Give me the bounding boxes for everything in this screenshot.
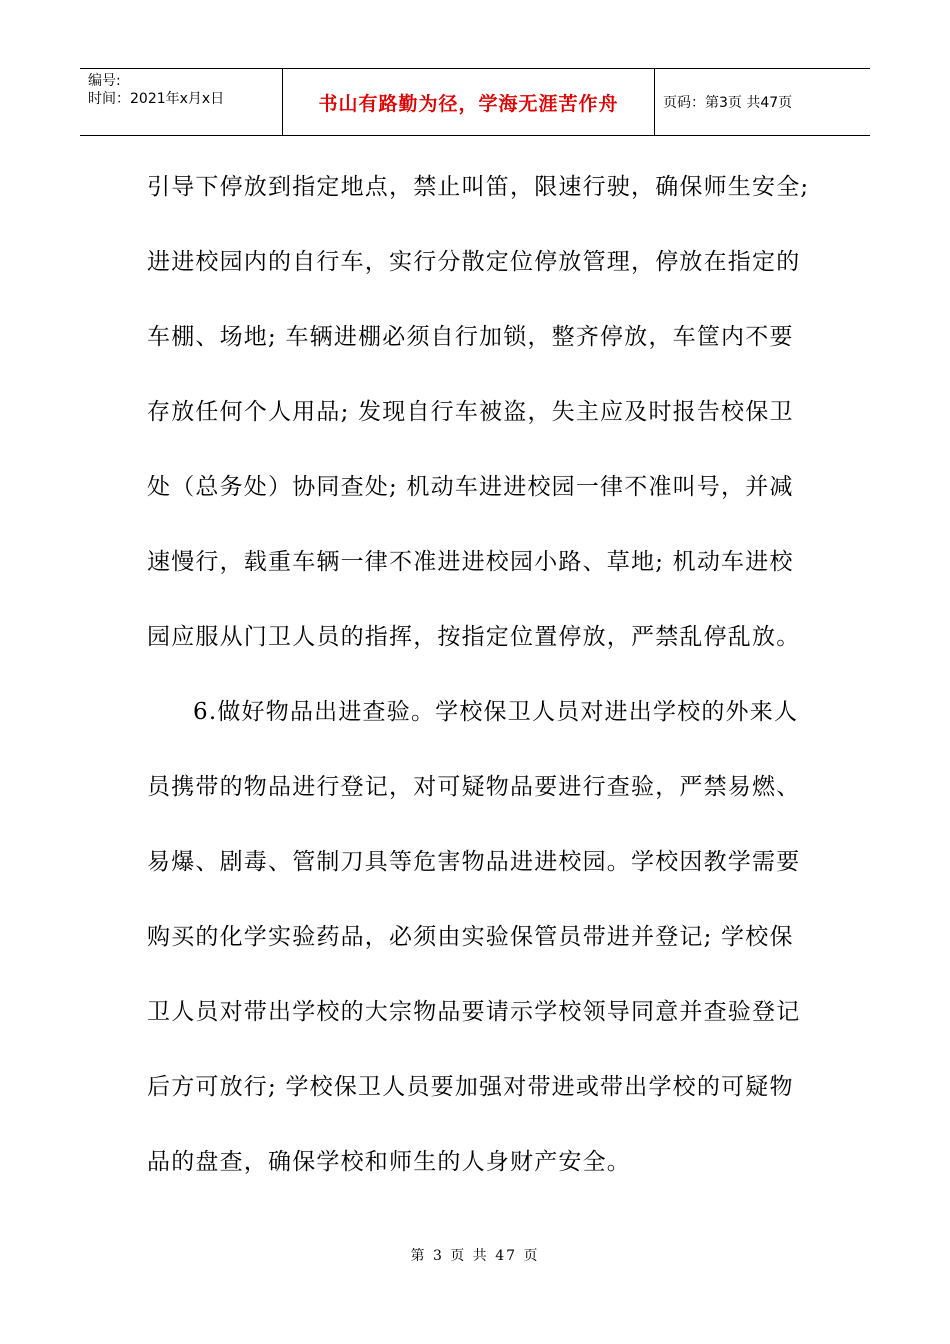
body-line: 进进校园内的自行车，实行分散定位停放管理，停放在指定的 [147,249,801,275]
paragraph-start-line: 6.做好物品出进查验。学校保卫人员对进出学校的外来人 [193,699,799,725]
body-line: 存放任何个人用品; 发现自行车被盗，失主应及时报告校保卫 [147,399,794,425]
body-line: 品的盘查，确保学校和师生的人身财产安全。 [147,1149,631,1175]
body-line: 购买的化学实验药品，必须由实验保管员带进并登记; 学校保 [147,924,794,950]
document-body [147,150,810,1200]
body-line: 速慢行，载重车辆一律不准进进校园小路、草地; 机动车进校 [147,549,794,575]
body-line: 园应服从门卫人员的指挥，按指定位置停放，严禁乱停乱放。 [147,624,801,650]
header-meta [80,69,283,135]
body-line: 引导下停放到指定地点，禁止叫笛，限速行驶，确保师生安全; [147,174,810,200]
body-line: 员携带的物品进行登记，对可疑物品要进行查验，严禁易燃、 [147,774,801,800]
page-footer: 第 3 页 共 47 页 [410,1248,540,1264]
page-header [80,68,870,136]
body-line: 车棚、场地; 车辆进棚必须自行加锁，整齐停放，车筐内不要 [147,324,794,350]
body-line: 易爆、剧毒、管制刀具等危害物品进进校园。学校因教学需要 [147,849,801,875]
header-page-info: 页码：第3页 共47页 [663,95,793,111]
document-number-label: 编号: [88,73,121,89]
document-time-label: 时间：2021年x月x日 [88,91,225,107]
body-line: 卫人员对带出学校的大宗物品要请示学校领导同意并查验登记 [147,999,801,1025]
body-line: 处（总务处）协同查处; 机动车进进校园一律不准叫号，并减 [147,474,794,500]
body-line: 后方可放行; 学校保卫人员要加强对带进或带出学校的可疑物 [147,1074,794,1100]
header-motto: 书山有路勤为径，学海无涯苦作舟 [283,69,655,135]
